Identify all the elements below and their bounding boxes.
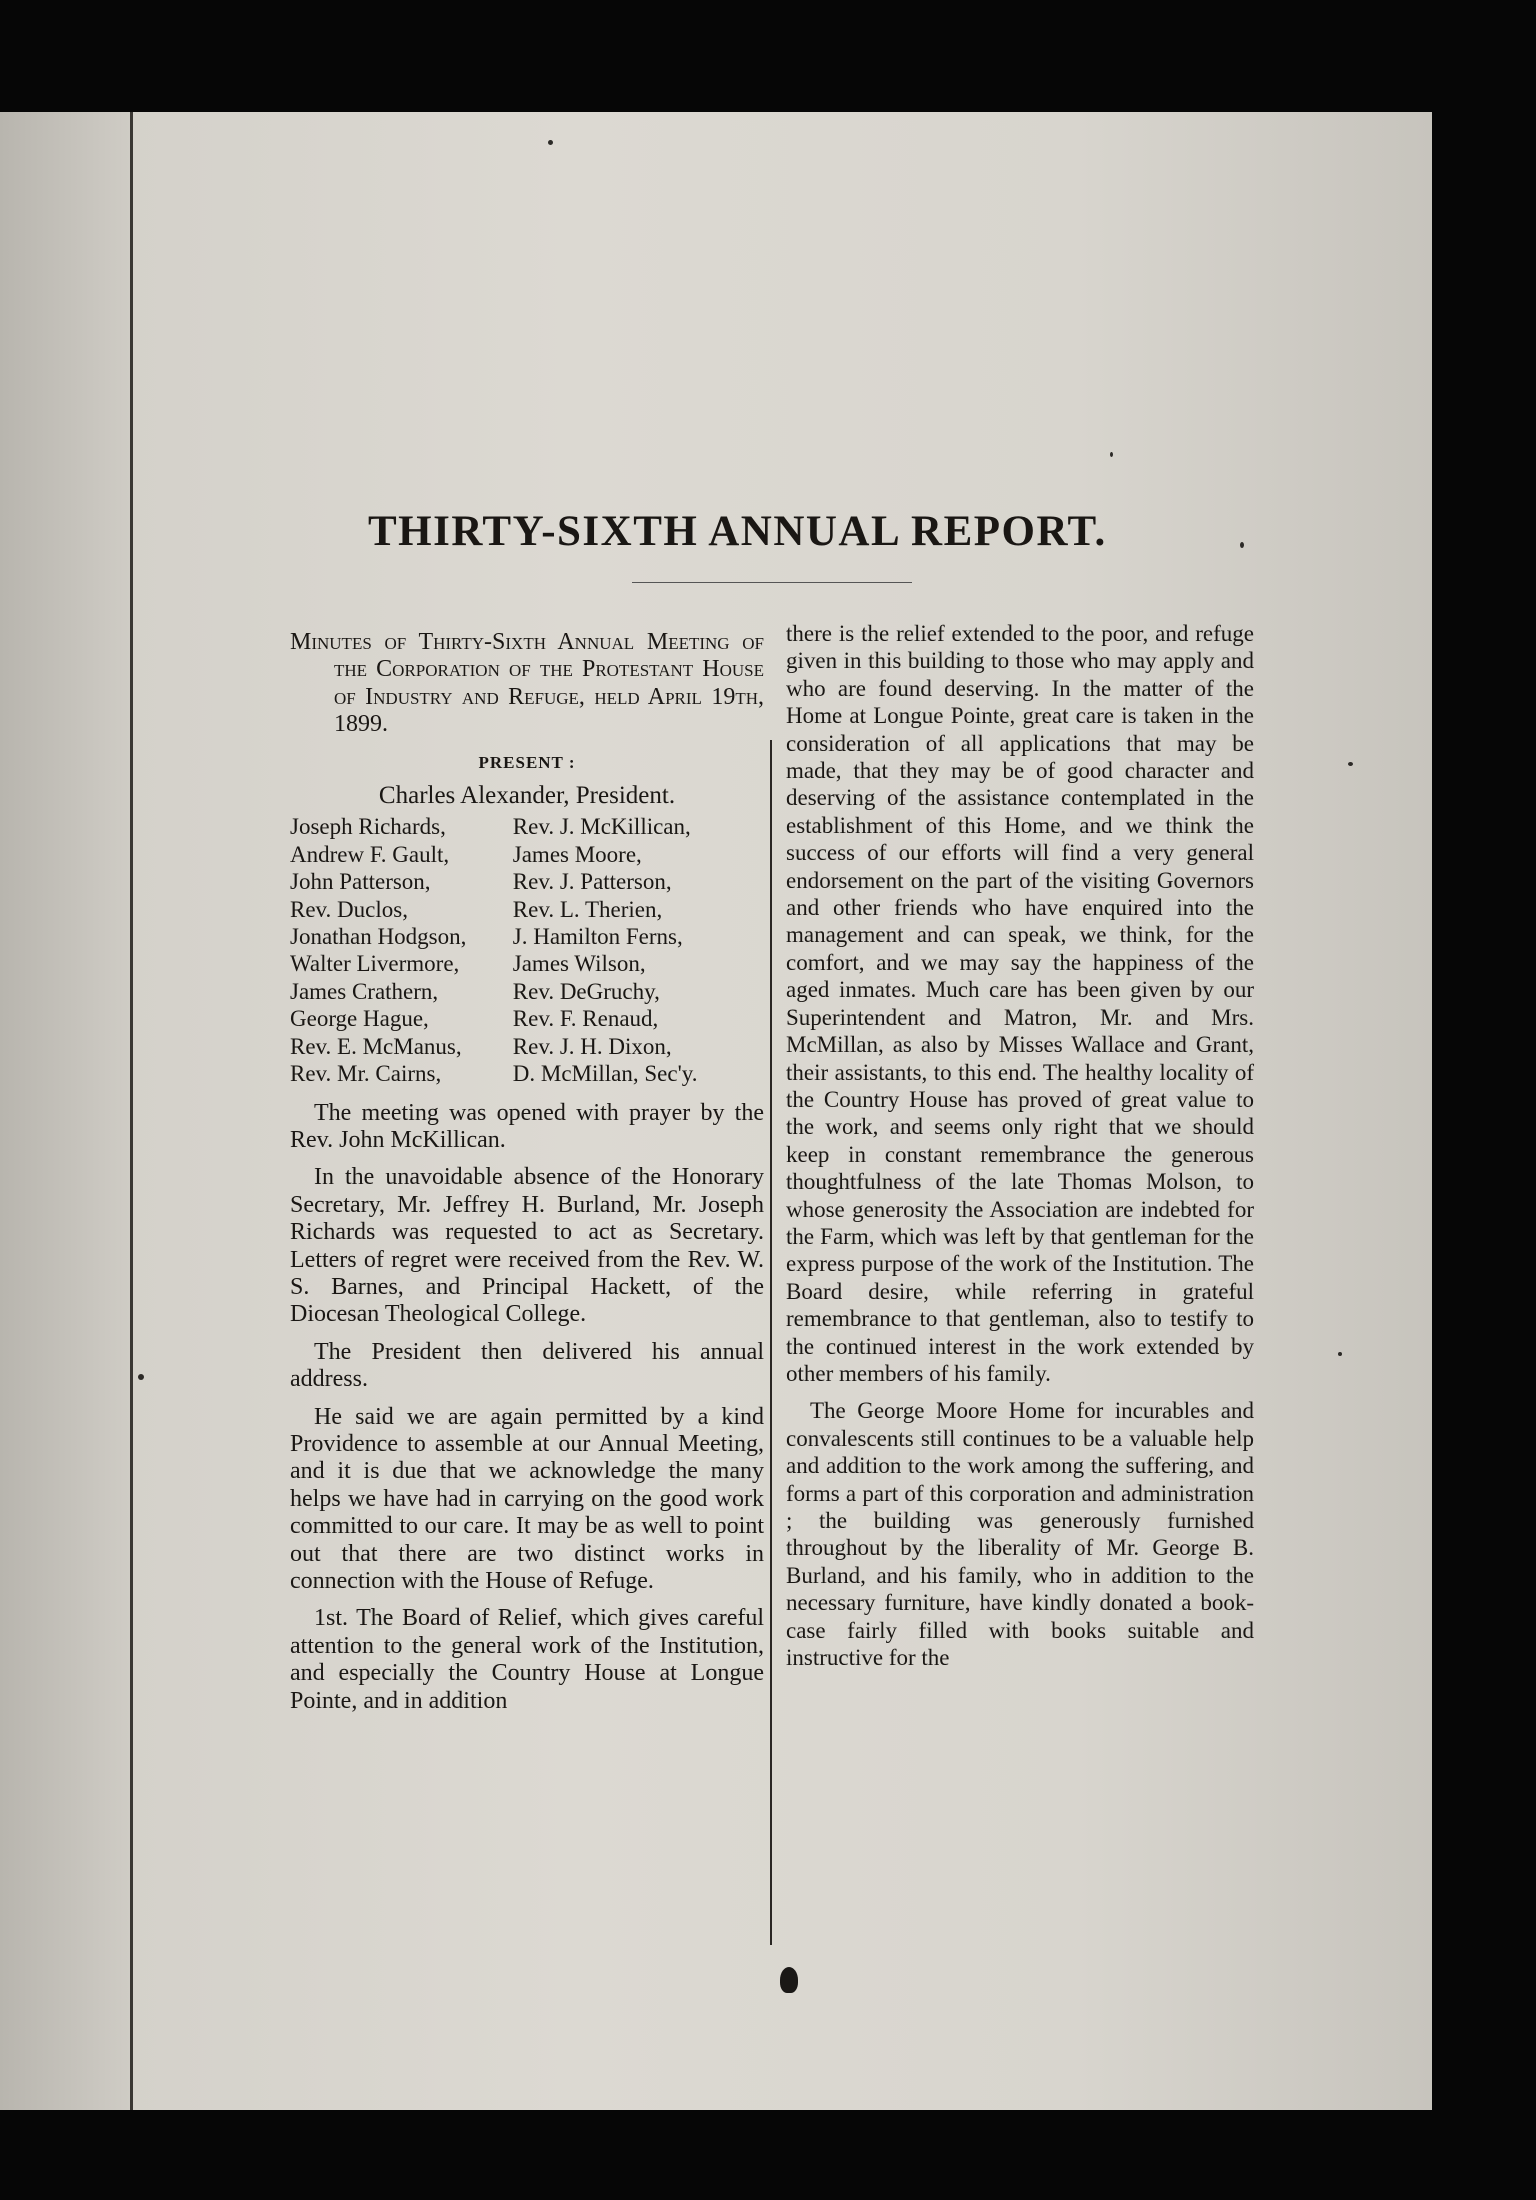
member-name: James Moore, [512, 841, 642, 867]
member-name: John Patterson, [290, 869, 431, 895]
member-name: Rev. E. McManus, [290, 1033, 462, 1059]
report-title: THIRTY-SIXTH ANNUAL REPORT. [368, 508, 1107, 555]
present-label: PRESENT : [478, 752, 576, 772]
president-line: Charles Alexander, President. [378, 782, 676, 810]
body-paragraph: 1st. The Board of Relief, which gives careful attention to the general work of the Institution, and especially the Country House at Longue Pointe, and in addition [290, 1605, 764, 1714]
column-divider [770, 740, 772, 1945]
left-column [290, 629, 764, 1725]
member-name: J. Hamilton Ferns, [512, 924, 683, 950]
member-name: Walter Livermore, [290, 951, 460, 977]
title-rule [632, 582, 912, 583]
scanned-page [0, 112, 1432, 2110]
body-paragraph: The George Moore Home for incurables and convalescents still continues to be a valuable help and addition to the work among the suffering, and forms a part of this corporation and administration ; the building was generously furnished throughout by the liberality of Mr. George B. Burland, and his family, who in addition to the necessary furniture, have kindly donated a book-case fairly filled with books suitable and instructive for the [786, 1398, 1254, 1671]
member-name: Rev. DeGruchy, [512, 978, 660, 1004]
right-column [786, 621, 1254, 1681]
member-name: Joseph Richards, [290, 814, 446, 840]
ink-mark [780, 1967, 798, 1993]
body-paragraph: He said we are again permitted by a kind Providence to assemble at our Annual Meeting, and it is due that we acknowledge the many helps we have had in carrying on the good work committed to our care. It may be as well to point out that there are two distinct works in connection with the House of Refuge. [290, 1403, 764, 1594]
body-paragraph: The President then delivered his annual address. [290, 1338, 764, 1393]
member-name: Rev. J. McKillican, [512, 814, 691, 840]
member-name: Rev. Mr. Cairns, [290, 1061, 442, 1087]
member-name: Rev. J. Patterson, [512, 869, 672, 895]
member-name: D. McMillan, Sec'y. [512, 1061, 698, 1087]
speck [138, 1374, 144, 1380]
speck [1338, 1352, 1342, 1356]
speck [1240, 542, 1244, 548]
minutes-heading: Minutes of Thirty-Sixth Annual Meeting of the Corporation of the Protestant House of Industry and Refuge, held April 19th, 1899. [290, 629, 764, 738]
member-name: Rev. L. Therien, [512, 896, 663, 922]
body-paragraph: there is the relief extended to the poor, and refuge given in this building to those who may apply and who are found deserving. In the matter of the Home at Longue Pointe, great care is taken in the consideration of all applications that may be made, that they may be of good character and deserving of the assistance contemplated in the establishment of this Home, and we think the success of our efforts will find a very general endorsement on the part of the visiting Governors and other friends who have enquired into the management and can speak, we think, for the comfort, and we may say the happiness of the aged inmates. Much care has been given by our Superintendent and Matron, Mr. and Mrs. McMillan, as also by Misses Wallace and Grant, their assistants, to this end. The healthy locality of the Country House has proved of great value to the work, and seems only right that we should keep in constant remembrance the generous thoughtfulness of the late Thomas Molson, to whose generosity the Association are indebted for the Farm, which was left by that gentleman for the express purpose of the work of the Institution. The Board desire, while referring in grateful remembrance to that gentleman, also to testify to the continued interest in the work extended by other members of his family. [786, 621, 1254, 1386]
body-paragraph: The meeting was opened with prayer by the Rev. John McKillican. [290, 1099, 764, 1153]
page-spine [130, 112, 133, 2110]
member-name: Jonathan Hodgson, [290, 924, 467, 950]
body-paragraph: In the unavoidable absence of the Honorary Secretary, Mr. Jeffrey H. Burland, Mr. Joseph Richards was requested to act as Secretary. Letters of regret were received from the Rev. W. S. Barnes, and Principal Hackett, of the Diocesan Theological College. [290, 1164, 764, 1328]
speck [1110, 452, 1113, 457]
member-name: George Hague, [290, 1006, 429, 1032]
member-name: Rev. F. Renaud, [512, 1006, 659, 1032]
member-name: James Crathern, [290, 978, 439, 1004]
member-name: Andrew F. Gault, [290, 841, 450, 867]
facing-page-edge [0, 112, 130, 2110]
speck [1348, 762, 1353, 766]
members-list [290, 813, 764, 1087]
member-name: James Wilson, [512, 951, 646, 977]
member-name: Rev. J. H. Dixon, [512, 1033, 672, 1059]
member-name: Rev. Duclos, [290, 896, 408, 922]
speck [548, 140, 553, 145]
